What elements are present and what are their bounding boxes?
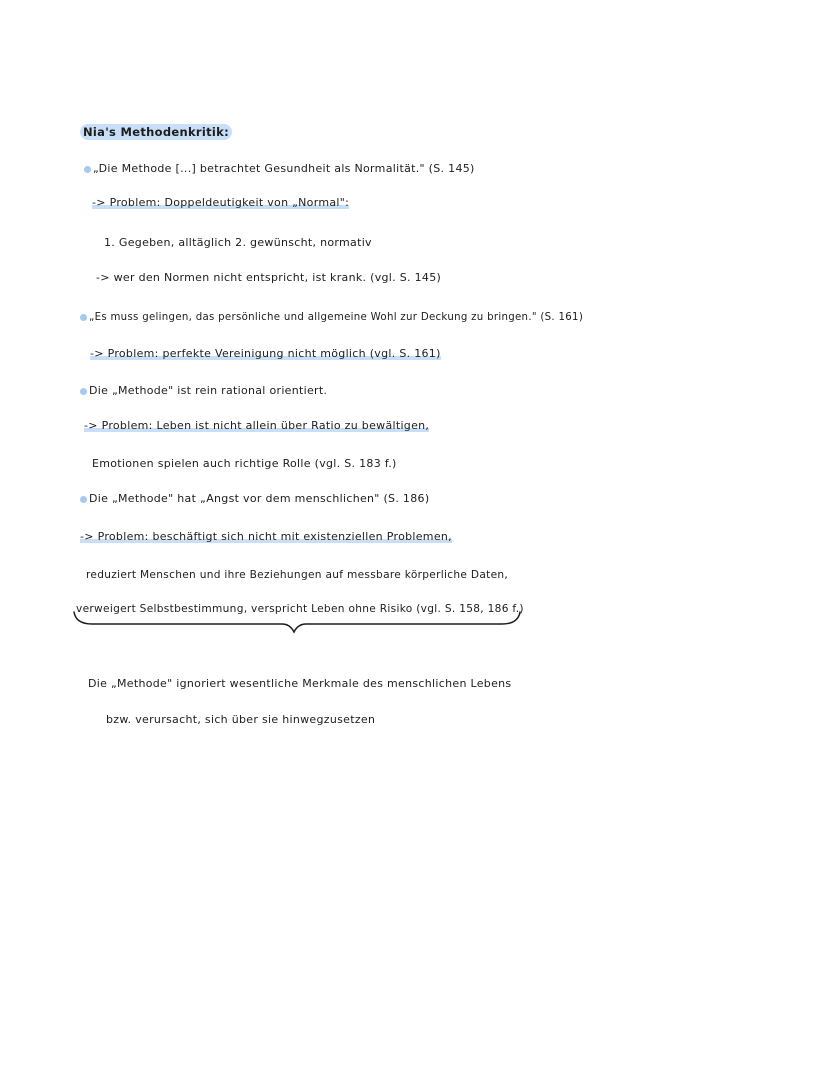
problem-line: -> Problem: Leben ist nicht allein über Ratio zu bewältigen, xyxy=(84,419,430,432)
problem-line: -> Problem: Doppeldeutigkeit von „Normal": xyxy=(92,196,350,209)
bullet-point: „Es muss gelingen, das persönliche und allgemeine Wohl zur Deckung zu bringen." (S. 161) xyxy=(80,310,583,326)
sub-line: verweigert Selbstbestimmung, verspricht Leben ohne Risiko (vgl. S. 158, 186 f.) xyxy=(76,603,524,615)
conclusion-line: bzw. verursacht, sich über sie hinwegzusetzen xyxy=(106,713,376,726)
bullet-dot-icon xyxy=(80,496,87,503)
bullet-dot-icon xyxy=(84,166,91,173)
bullet-point: Die „Methode" ist rein rational orientiert. xyxy=(80,383,327,399)
bullet-point: Die „Methode" hat „Angst vor dem menschlichen" (S. 186) xyxy=(80,491,429,507)
sub-line: Emotionen spielen auch richtige Rolle (vgl. S. 183 f.) xyxy=(92,457,397,470)
curly-brace-icon xyxy=(72,604,524,634)
problem-line: -> wer den Normen nicht entspricht, ist krank. (vgl. S. 145) xyxy=(96,271,442,284)
problem-line: -> Problem: beschäftigt sich nicht mit existenziellen Problemen, xyxy=(80,530,452,543)
conclusion-line: Die „Methode" ignoriert wesentliche Merkmale des menschlichen Lebens xyxy=(88,677,512,690)
sub-line: reduziert Menschen und ihre Beziehungen auf messbare körperliche Daten, xyxy=(86,569,509,581)
bullet-dot-icon xyxy=(80,314,87,321)
page-title: Nia's Methodenkritik: xyxy=(80,124,232,140)
sub-line: 1. Gegeben, alltäglich 2. gewünscht, normativ xyxy=(104,236,372,249)
problem-line: -> Problem: perfekte Vereinigung nicht möglich (vgl. S. 161) xyxy=(90,347,441,360)
bullet-point: „Die Methode [...] betrachtet Gesundheit als Normalität." (S. 145) xyxy=(84,161,475,177)
bullet-dot-icon xyxy=(80,388,87,395)
